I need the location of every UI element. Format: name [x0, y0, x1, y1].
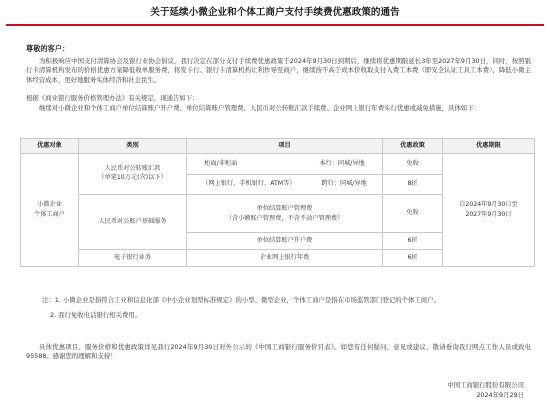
- paragraph-measures: 继续对小微企业和个体工商户单位结算账户开户费、单位结算账户管理费、人民币对公转账汇款手续费、企业网上银行年费实行优惠或减免措施，具体如下：: [39, 104, 480, 112]
- item-manage-sub: （含小额账户管理费，不含不动户管理费）: [225, 214, 344, 222]
- item-counter: 柜面/非柜面: [204, 159, 238, 167]
- paragraph-regulation-basis: 根据《商业银行服务价格管理办法》有关规定，现通告如下：: [26, 94, 199, 102]
- table-row: [21, 154, 535, 175]
- cell-item-same-bank: [187, 154, 383, 175]
- item-channels: （网上银行、手机银行、ATM等）: [202, 180, 296, 187]
- item-other-bank: 跨行：同城/异地: [321, 180, 367, 187]
- category-transfer-sub: （单笔10万元(含)以下）: [98, 174, 167, 181]
- cell-policy-60-open: 6折: [383, 233, 443, 250]
- category-transfer-label: 人民币对公转账汇款: [104, 165, 161, 173]
- cell-period: 自2024年9月30日至 2027年9月30日: [443, 154, 535, 267]
- notes-block: [42, 296, 532, 321]
- cell-item-other-bank: [187, 175, 383, 195]
- signature-organization: 中国工商银行股份有限公司: [447, 381, 524, 389]
- cell-policy-free-transfer: 免收: [383, 154, 443, 175]
- note-2: 2. 我行免收电话银行相关费用。: [50, 311, 142, 320]
- cell-policy-80: 8折: [383, 175, 443, 195]
- title-divider: [6, 24, 544, 26]
- paragraph-policy-extension: 为积极响应中国支付清算协会及银行业协会倡议，我行决定在部分支付手续费优惠政策于2024年9月30日到期后，继续将优惠期限延长3年至2027年9月30日，同时，按照银行卡清算机构发布的价格优惠方案降低收单服务费，将发卡行、银行卡清算机构让利作导至商户，继续按不高于成本价收取支付入费工本费（即安全认证工具工本费），降低小微主体经营成本，更好地服务实体经济和社会民生。: [26, 57, 531, 84]
- cell-policy-free-manage: 免收: [383, 195, 443, 233]
- cell-category-account: 人民币对公账户基础服务: [79, 195, 187, 250]
- header-target: 优惠对象: [21, 139, 79, 154]
- header-policy: 优惠政策: [383, 139, 443, 154]
- fee-discount-table: [20, 138, 535, 267]
- table-header-row: [21, 139, 535, 154]
- cell-policy-60-ebank: 6折: [383, 250, 443, 267]
- item-manage-label: 单位结算账户管理费: [256, 204, 313, 212]
- cell-target: 小微企业 个体工商户: [21, 154, 79, 267]
- header-item: 项目: [187, 139, 383, 154]
- note-1: 注：1. 小微企业是指符合工业和信息化部《中小企业划型标准规定》的小型、微型企业，个体工商户是指在市场监管部门登记的个体工商户。: [42, 296, 440, 304]
- cell-item-open: 单位结算账户开户费: [187, 233, 383, 250]
- notice-title: 关于延续小微企业和个体工商户支付手续费优惠政策的通告: [150, 7, 400, 18]
- item-same-bank: 本行：同城/异地: [319, 159, 365, 167]
- signature-date: 2024年9月29日: [476, 391, 524, 399]
- closing-paragraph: 具体优惠项目、服务价格和优惠政策详见我行2024年9月30日对外公示的《中国工商银行服务价目表》。如您有任何疑问、意见或建议，敬请垂询我行网点工作人员或致电95588。感谢您的理解和支持！: [26, 343, 531, 361]
- cell-item-ebank: 企业网上银行年费: [187, 250, 383, 267]
- salutation: 尊敬的客户：: [26, 44, 70, 53]
- cell-item-manage: [187, 195, 383, 233]
- cell-category-ebank: 电子银行业务: [79, 250, 187, 267]
- header-period: 优惠期限: [443, 139, 535, 154]
- header-category: 类别: [79, 139, 187, 154]
- cell-category-transfer: [79, 154, 187, 195]
